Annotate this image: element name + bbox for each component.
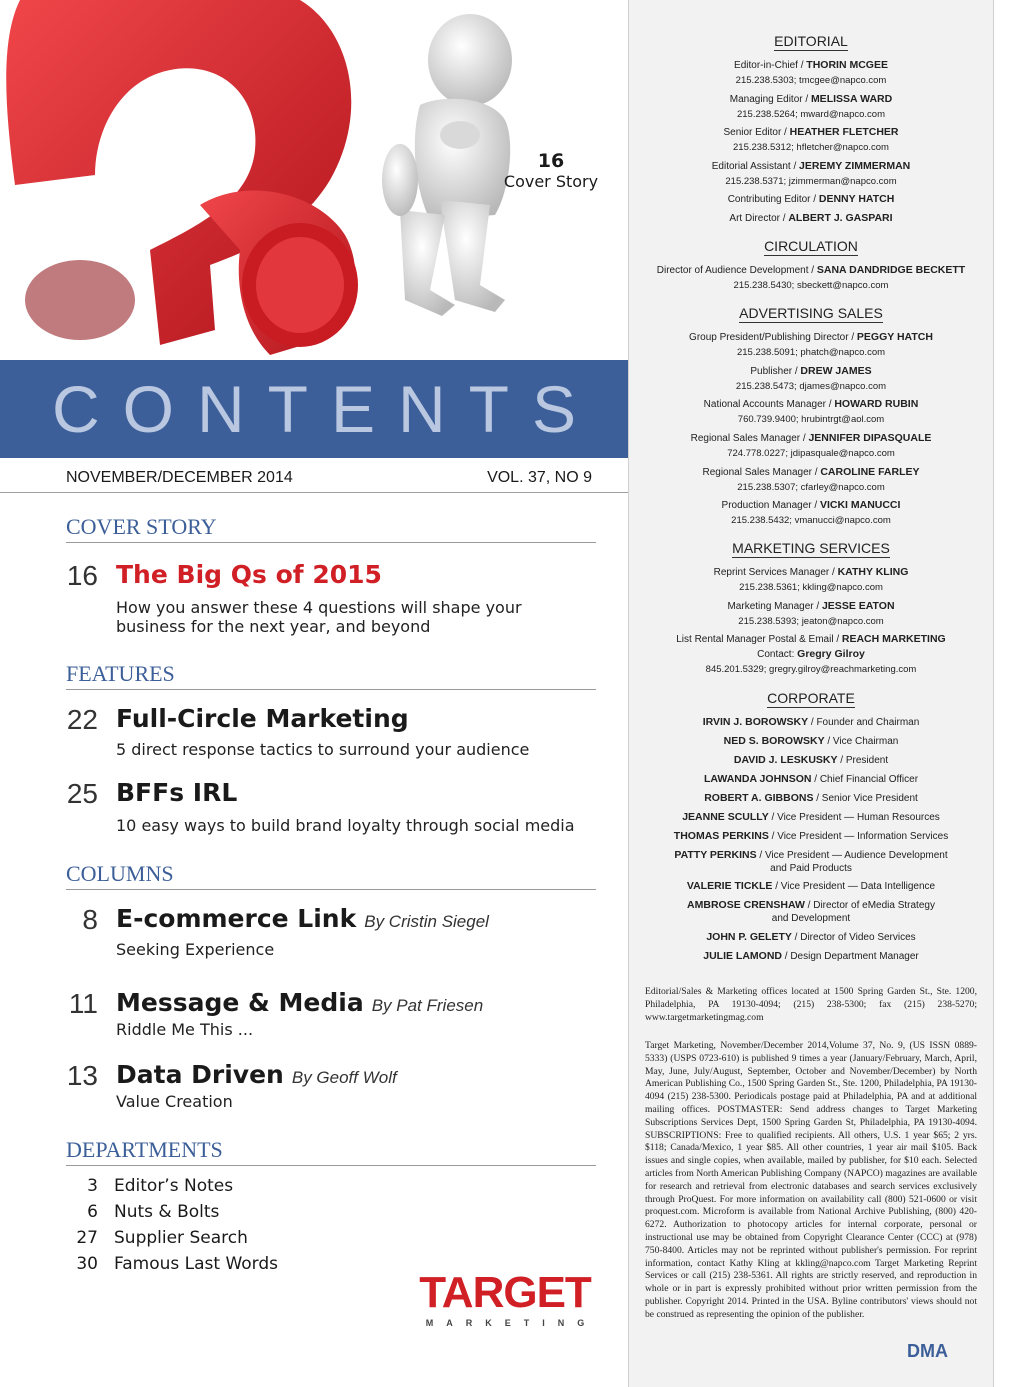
masthead-entry: Production Manager / VICKI MANUCCI 215.238.5432; vmanucci@napco.com: [721, 499, 901, 526]
office-address-text: Editorial/Sales & Marketing offices located at 1500 Spring Garden St., Ste. 1200, Philadelphia, PA 19130-4094; (215) 238-5300; fax (215) 238-5270; www.targetmarketingmag.com: [645, 986, 977, 1023]
section-heading-columns: COLUMNS: [66, 861, 596, 890]
column-entry[interactable]: [66, 904, 606, 964]
target-marketing-logo: [410, 1270, 600, 1328]
column-entry[interactable]: [66, 1060, 606, 1120]
masthead-entry: Managing Editor / MELISSA WARD 215.238.5264; mward@napco.com: [729, 93, 893, 120]
dma-logo: [907, 1340, 969, 1370]
masthead-entry: Regional Sales Manager / JENNIFER DIPASQUALE 724.778.0227; jdipasquale@napco.com: [690, 432, 932, 459]
masthead-entry: Group President/Publishing Director / PEGGY HATCH 215.238.5091; phatch@napco.com: [689, 331, 933, 358]
story-title[interactable]: Full-Circle Marketing: [116, 704, 409, 733]
department-item[interactable]: [66, 1228, 366, 1254]
masthead-entry: Marketing Manager / JESSE EATON 215.238.5393; jeaton@napco.com: [727, 600, 895, 627]
story-title[interactable]: The Big Qs of 2015: [116, 560, 382, 589]
masthead-heading-circulation: CIRCULATION: [764, 238, 858, 254]
department-item[interactable]: [66, 1202, 366, 1228]
masthead-entry: Regional Sales Manager / CAROLINE FARLEY 215.238.5307; cfarley@napco.com: [702, 466, 920, 493]
department-label: Nuts & Bolts: [114, 1202, 220, 1222]
story-title[interactable]: [116, 1060, 397, 1089]
page-title: CONTENTS: [52, 372, 599, 446]
masthead-heading-editorial: EDITORIAL: [774, 33, 848, 49]
department-page: 30: [76, 1254, 98, 1274]
department-page: 6: [87, 1202, 98, 1222]
corporate-entry: PATTY PERKINS / Vice President — Audience Development and Paid Products: [674, 849, 948, 874]
corporate-entry: IRVIN J. BOROWSKY / Founder and Chairman: [702, 716, 920, 728]
logo-sub-text: MARKETING: [425, 1318, 598, 1328]
section-heading-features: FEATURES: [66, 661, 596, 690]
story-title-text: E-commerce Link: [116, 904, 357, 933]
publication-legal-text: Target Marketing, November/December 2014,Volume 37, No. 9, (US ISSN 0889-5333) (USPS 0723-610) is published 9 times a year (January/February, March, April, May, June, July/August, September, October and November/December) by North American Publishing Co., 1500 Spring Garden St., Ste. 1200, Philadelphia, PA 19130-4094 (215) 238-5300. Periodicals postage paid at Philadelphia, PA and at additional mailing offices. POSTMASTER: Send address changes to Target Marketing Subscriptions Services Dept, 1500 Spring Garden St, Philadelphia, PA 19130-4094. SUBSCRIPTIONS: Free to qualified recipients. All others, U.S. 1 year $65; 2 yrs. $118; Canada/Mexico, 1 year $85. All other countries, 1 year air mail $105. Back issues and single copies, when available, mailed by publisher, for $10 each. Selected articles from North American Publishing Company (NAPCO) magazines are available for research and retrieval from electronic databases and search services exclusively through ProQuest. For more information on availability call (800) 521-0600 or visit proquest.com. Microform is available from National Archive Publishing, (800) 420-6272. Authorization to photocopy articles for internal corporate, personal or instructional use may be obtained from Copyright Clearance Center (CCC) at (978) 750-8400. Articles may not be reprinted without publisher's permission. For reprint information, contact Kathy Kling at kkling@napco.com Target Marketing Reprint Services or call (215) 238-5361. All rights are strictly reserved, and reproduction in whole or in part is expressly prohibited without prior written permission from the publisher. Copyright 2014. Printed in the USA. Byline contributors' views should not be construed as representing the opinion of the publisher.: [645, 1040, 977, 1320]
story-title[interactable]: BFFs IRL: [116, 778, 238, 807]
story-byline: By Geoff Wolf: [291, 1068, 397, 1087]
section-heading-departments: DEPARTMENTS: [66, 1137, 596, 1166]
story-description: Seeking Experience: [116, 940, 275, 959]
corporate-entry: LAWANDA JOHNSON / Chief Financial Officer: [703, 773, 919, 785]
issue-date: NOVEMBER/DECEMBER 2014: [66, 469, 293, 486]
contents-banner: [0, 360, 628, 458]
dma-logo-text: DMA: [907, 1341, 948, 1361]
masthead-entry: Publisher / DREW JAMES 215.238.5473; djames@napco.com: [735, 365, 887, 392]
corporate-entry: JULIE LAMOND / Design Department Manager: [703, 950, 919, 962]
story-page-number: 25: [66, 778, 98, 809]
department-item[interactable]: [66, 1254, 366, 1280]
story-page-number: 8: [82, 904, 98, 935]
corporate-entry: JEANNE SCULLY / Vice President — Human Resources: [682, 811, 940, 823]
masthead-entry: Reprint Services Manager / KATHY KLING 215.238.5361; kkling@napco.com: [713, 566, 909, 593]
corporate-entry: THOMAS PERKINS / Vice President — Information Services: [673, 830, 949, 842]
column-entry[interactable]: [66, 988, 606, 1048]
masthead-heading-advertising: ADVERTISING SALES: [739, 305, 883, 321]
masthead-entry: Contributing Editor / DENNY HATCH: [727, 193, 895, 205]
story-description: 5 direct response tactics to surround your audience: [116, 740, 530, 759]
story-description: 10 easy ways to build brand loyalty through social media: [116, 816, 575, 835]
story-page-number: 16: [66, 560, 98, 591]
story-byline: By Pat Friesen: [371, 996, 484, 1015]
department-label: Editor’s Notes: [114, 1176, 234, 1196]
corporate-entry: NED S. BOROWSKY / Vice Chairman: [723, 735, 899, 747]
masthead-entry: Art Director / ALBERT J. GASPARI: [729, 212, 893, 224]
story-page-number: 13: [66, 1060, 98, 1091]
story-title[interactable]: [116, 988, 483, 1017]
issue-volume: VOL. 37, NO 9: [487, 469, 592, 486]
masthead-heading-marketing: MARKETING SERVICES: [732, 540, 890, 556]
feature-entry[interactable]: [66, 778, 606, 838]
cover-story-reference[interactable]: [496, 150, 606, 191]
corporate-entry: ROBERT A. GIBBONS / Senior Vice President: [704, 792, 918, 804]
department-item[interactable]: [66, 1176, 366, 1202]
masthead-heading-corporate: CORPORATE: [767, 690, 855, 706]
department-page: 3: [87, 1176, 98, 1196]
masthead-column: [628, 0, 994, 1387]
masthead-entry: National Accounts Manager / HOWARD RUBIN 760.739.9400; hrubintrgt@aol.com: [703, 398, 919, 425]
story-title-text: Message & Media: [116, 988, 364, 1017]
masthead-entry: Senior Editor / HEATHER FLETCHER 215.238.5312; hfletcher@napco.com: [723, 126, 899, 153]
masthead-entry: Director of Audience Development / SANA DANDRIDGE BECKETT 215.238.5430; sbeckett@napco.com: [656, 264, 966, 291]
department-page: 27: [76, 1228, 98, 1248]
masthead-entry: List Rental Manager Postal & Email / REACH MARKETING Contact: Gregry Gilroy 845.201.5329; gregry.gilroy@reachmarketing.com: [676, 633, 946, 675]
feature-entry[interactable]: [66, 704, 606, 764]
corporate-entry: JOHN P. GELETY / Director of Video Services: [706, 931, 916, 943]
section-heading-cover-story: COVER STORY: [66, 514, 596, 543]
story-byline: By Cristin Siegel: [364, 912, 489, 931]
logo-main-text: TARGET: [419, 1268, 591, 1317]
issue-info: [0, 458, 628, 493]
department-label: Supplier Search: [114, 1228, 248, 1248]
cover-ref-label: Cover Story: [503, 172, 599, 191]
story-description: Value Creation: [116, 1092, 233, 1111]
story-description: How you answer these 4 questions will shape your business for the next year, and beyond: [116, 598, 522, 636]
cover-illustration: [0, 0, 628, 360]
cover-story-entry[interactable]: [66, 560, 606, 640]
story-page-number: 22: [66, 704, 98, 735]
corporate-entry: AMBROSE CRENSHAW / Director of eMedia Strategy and Development: [687, 899, 935, 924]
masthead-entry: Editorial Assistant / JEREMY ZIMMERMAN 215.238.5371; jzimmerman@napco.com: [711, 160, 911, 187]
masthead-entry: Editor-in-Chief / THORIN MCGEE 215.238.5303; tmcgee@napco.com: [734, 59, 888, 86]
story-page-number: 11: [68, 988, 98, 1019]
department-label: Famous Last Words: [114, 1254, 278, 1274]
corporate-entry: VALERIE TICKLE / Vice President — Data Intelligence: [686, 880, 936, 892]
story-title[interactable]: [116, 904, 489, 933]
cover-ref-page: 16: [537, 150, 565, 172]
story-title-text: Data Driven: [116, 1060, 284, 1089]
story-description: Riddle Me This ...: [116, 1020, 254, 1039]
corporate-entry: DAVID J. LESKUSKY / President: [733, 754, 889, 766]
